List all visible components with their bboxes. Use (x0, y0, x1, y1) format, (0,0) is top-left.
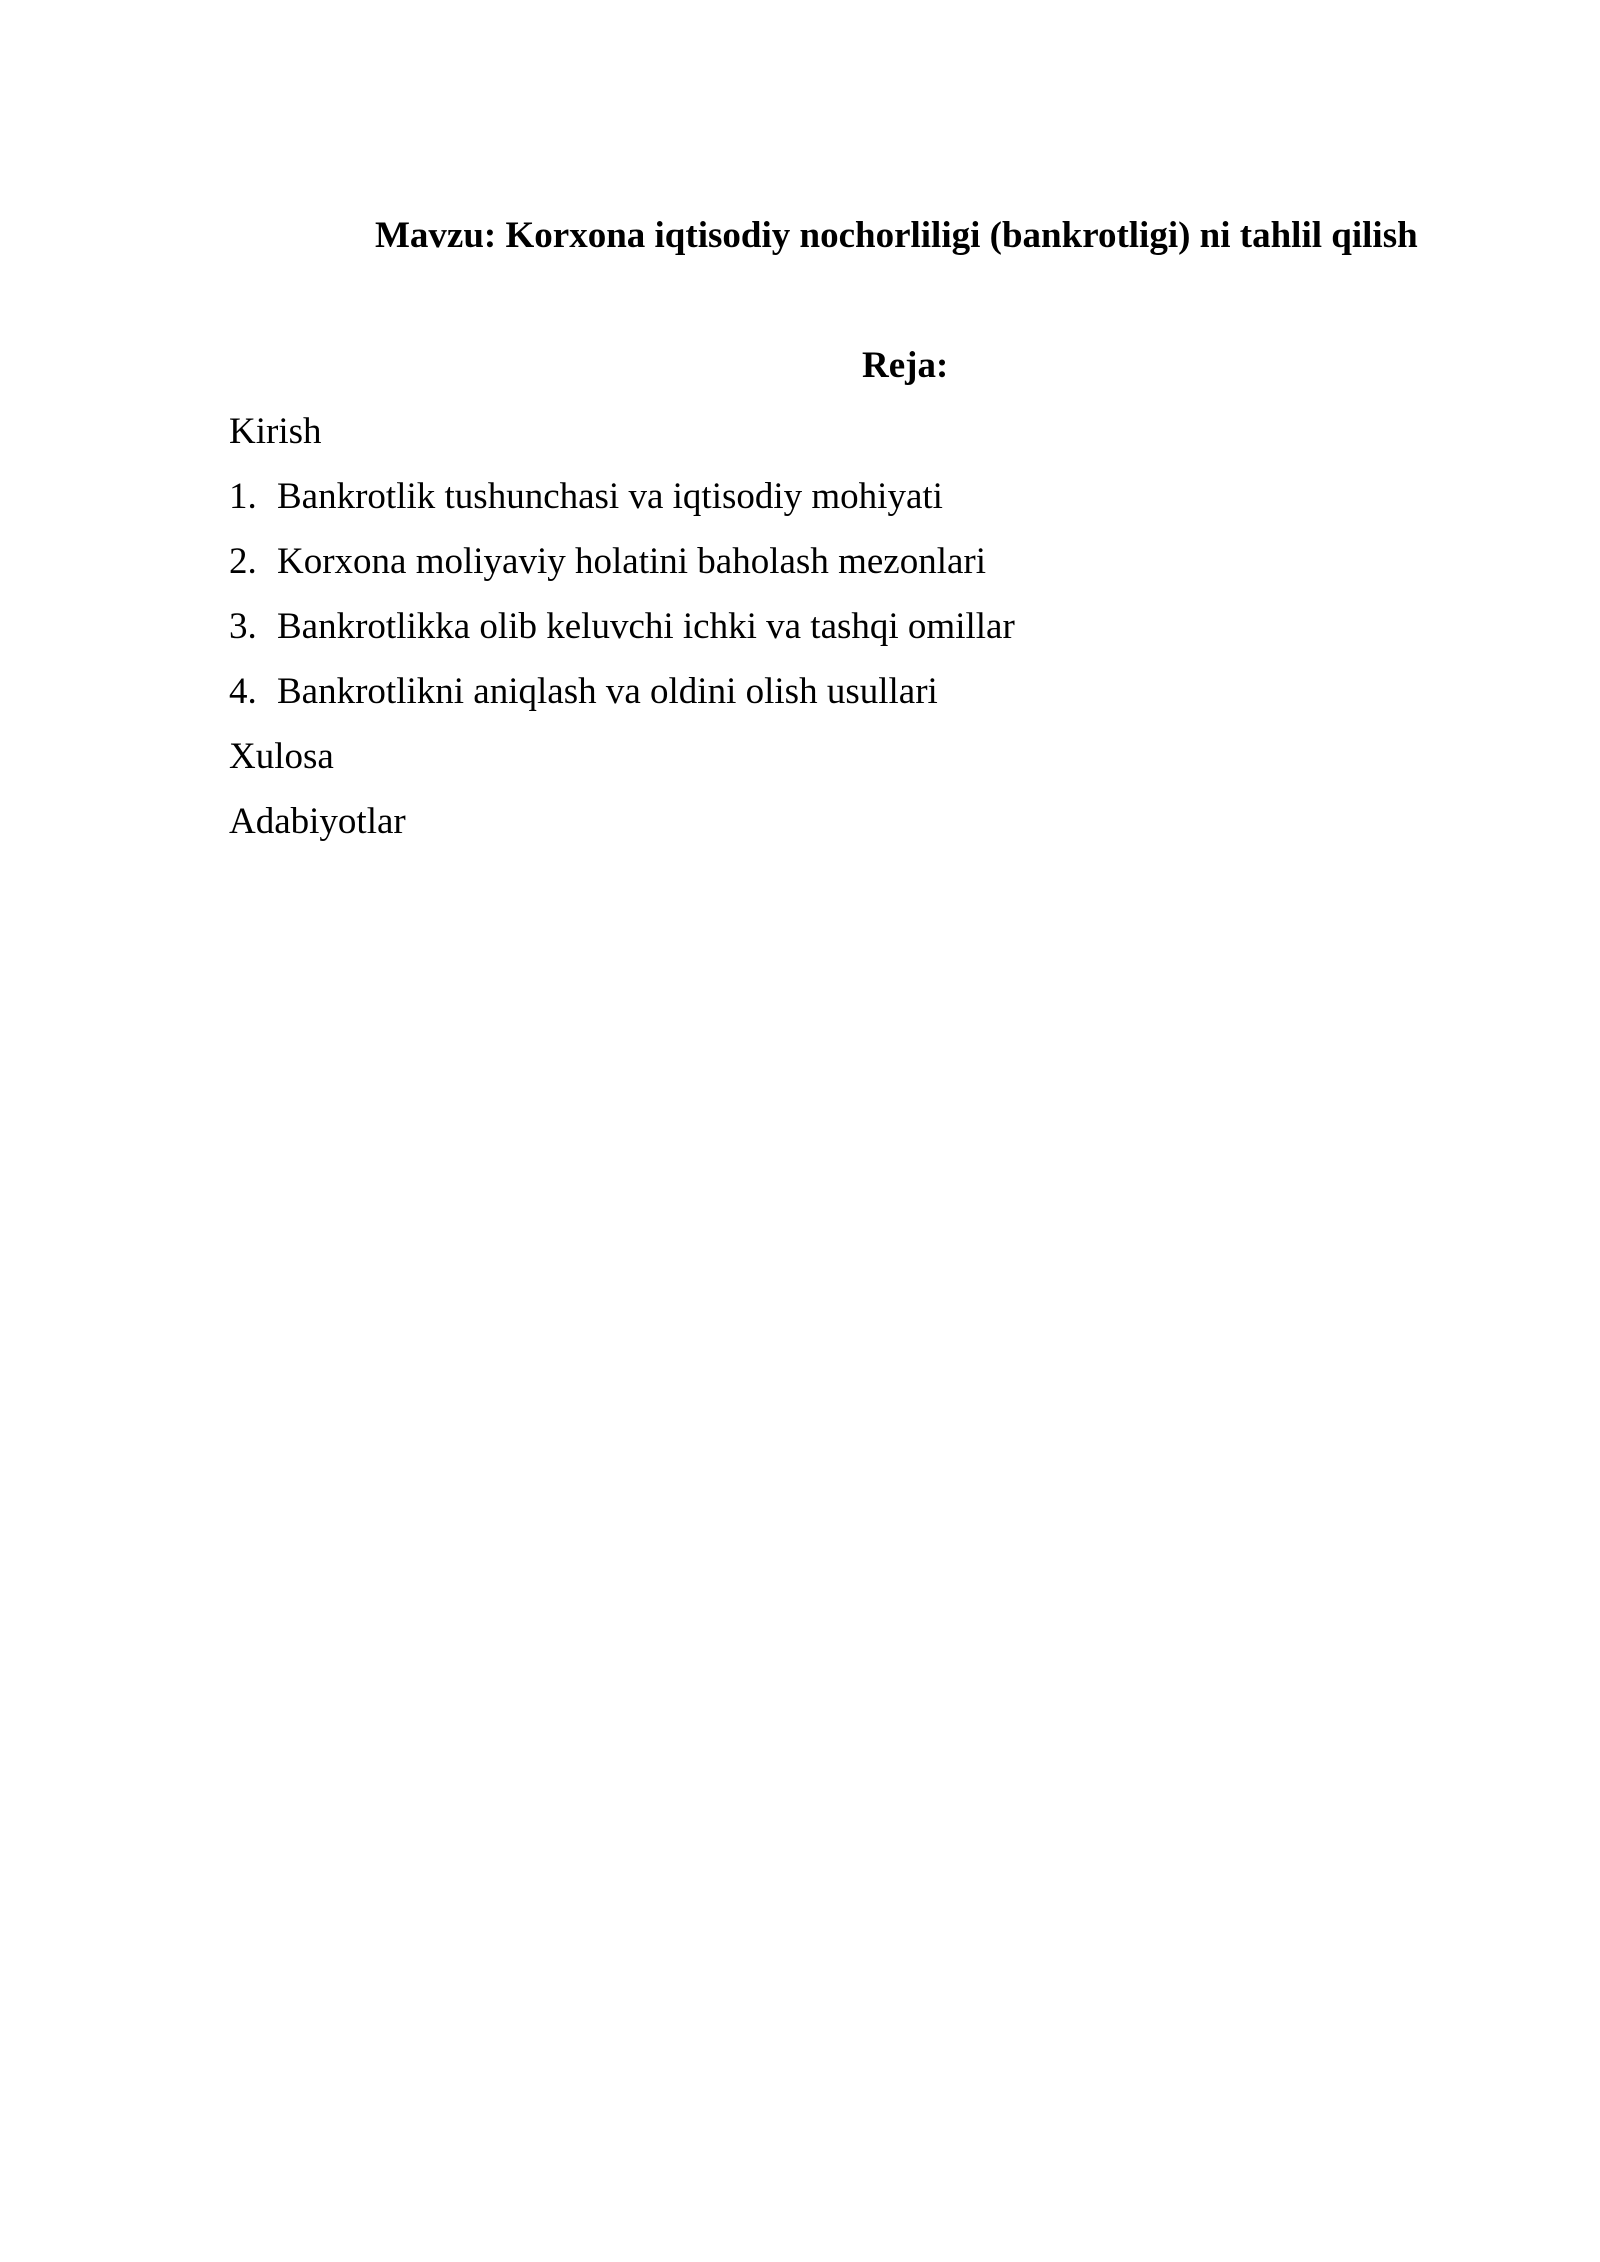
outline-intro (229, 410, 1015, 475)
outline-conclusion (229, 735, 1015, 800)
item-text: Korxona moliyaviy holatini baholash mezonlari (277, 541, 986, 582)
item-text: Bankrotlikka olib keluvchi ichki va tashqi omillar (277, 606, 1015, 647)
outline-item-4 (229, 670, 1015, 735)
item-text: Bankrotlikni aniqlash va oldini olish usullari (277, 671, 938, 712)
plan-heading: Reja: (862, 345, 949, 386)
outline-item-3 (229, 605, 1015, 670)
item-number: 3. (229, 606, 257, 647)
references-label: Adabiyotlar (229, 801, 406, 842)
item-number: 1. (229, 476, 257, 517)
item-text: Bankrotlik tushunchasi va iqtisodiy mohiyati (277, 476, 943, 517)
outline-item-1 (229, 475, 1015, 540)
conclusion-label: Xulosa (229, 736, 334, 777)
outline-item-2 (229, 540, 1015, 605)
outline-references (229, 800, 1015, 865)
item-number: 2. (229, 541, 257, 582)
document-title: Mavzu: Korxona iqtisodiy nochorliligi (bankrotligi) ni tahlil qilish (375, 215, 1418, 256)
item-number: 4. (229, 671, 257, 712)
intro-label: Kirish (229, 411, 322, 452)
plan-outline (229, 410, 1015, 865)
